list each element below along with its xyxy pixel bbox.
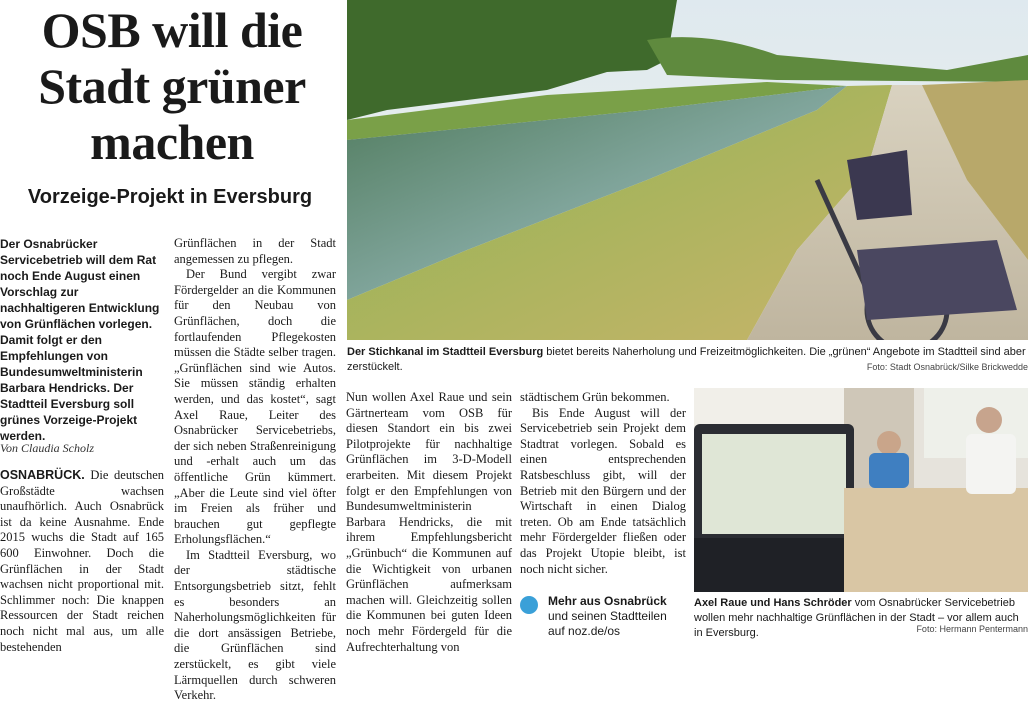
second-photo-people bbox=[694, 388, 1028, 592]
article-column-3 bbox=[346, 390, 512, 655]
headline-line-3: machen bbox=[90, 114, 254, 170]
more-info-line: und seinen Stadtteilen bbox=[548, 609, 667, 623]
headline bbox=[4, 2, 340, 170]
subheadline: Vorzeige-Projekt in Eversburg bbox=[27, 186, 313, 208]
second-photo-caption bbox=[694, 596, 1028, 641]
headline-line-1: OSB will die bbox=[41, 2, 303, 58]
paragraph: Bis Ende August will der Servicebetrieb sein Projekt dem Stadtrat vorlegen. Sobald es einen entsprechenden Ratsbeschluss gibt, will der Betrieb mit den Bürgern und der Wirtschaft in einen Dialog treten. Ob am Ende tatsächlich mehr Fördergelder fließen oder das Projekt Utopie bleibt, ist noch nicht sicher. bbox=[520, 405, 686, 576]
article-column-4 bbox=[520, 390, 686, 577]
headline-line-2: Stadt grüner bbox=[38, 58, 306, 114]
search-icon bbox=[520, 596, 538, 614]
caption-text: bietet bereits Naherholung und Freizeitmöglichkeiten. Die „grünen“ Angebote im Stadtteil sind aber zerstückelt. bbox=[347, 346, 1026, 373]
paragraph: Der Bund vergibt zwar Fördergelder an die Kommunen für den Neubau von Grünflächen, doch die fortlaufenden Pflegekosten müssen die Städte selber tragen. „Grünflächen sind wie Autos. Sie müssen ständig erhalten werden, und das kostet“, sagt Axel Raue, Leiter des Osnabrücker Servicebetriebs, der sich neben Straßenreinigung und -erhalt auch um das öffentliche Grün kümmert. „Aber die Leute sind viel öfter im Freien als früher und brauchen gut gepflegte Erholungsflächen.“ bbox=[174, 267, 336, 547]
canal-photo-illustration bbox=[347, 0, 1028, 340]
more-info-link[interactable]: auf noz.de/os bbox=[548, 624, 621, 638]
paragraph-text: Die deutschen Großstädte wachsen unaufhörlich. Auch Osnabrück ist da keine Ausnahme. Ende 2015 wuchs die Stadt auf 165 600 Einwohner. Doch die Grünflächen in der Stadt wachsen nicht proportional mit. Schlimmer noch: Die knappen Ressourcen der Stadt reichen noch nicht mal aus, um alle bestehenden bbox=[0, 468, 164, 654]
more-info-box[interactable] bbox=[520, 594, 690, 639]
caption-bold: Der Stichkanal im Stadtteil Eversburg bbox=[347, 346, 544, 358]
paragraph: Grünflächen in der Stadt angemessen zu pflegen. bbox=[174, 236, 336, 266]
more-info-title: Mehr aus Osnabrück bbox=[548, 594, 667, 608]
caption-bold: Axel Raue und Hans Schröder bbox=[694, 597, 852, 609]
article-column-2 bbox=[174, 236, 336, 704]
hero-photo-canal bbox=[347, 0, 1028, 340]
byline: Von Claudia Scholz bbox=[0, 441, 95, 455]
second-photo-credit: Foto: Hermann Pentermann bbox=[913, 624, 1028, 634]
dateline: OSNABRÜCK. bbox=[0, 468, 85, 482]
paragraph: Nun wollen Axel Raue und sein Gärtnerteam vom OSB für diesen Standort ein bis zwei Pilotprojekte für nachhaltige Grünflächen im 3-D-Modell erarbeiten. Mit diesem Projekt folgt er den Empfehlungen von Bundesumweltministerin Barbara Hendricks, die mit ihrem Empfehlungsbericht „Grünbuch“ die Kommunen auf die Wichtigkeit von urbanen Grünflächen aufmerksam machen will. Gleichzeitig sollen die Kommunen bei guten Ideen noch mehr Fördergeld für die Aufrechterhaltung von bbox=[346, 390, 512, 654]
paragraph: städtischem Grün bekommen. bbox=[520, 390, 670, 404]
caption-text: vom Osnabrücker Servicebetrieb wollen mehr nachhaltige Grünflächen in der Stadt – vor allem auch in Eversburg. bbox=[694, 597, 1019, 639]
meeting-photo-illustration bbox=[694, 388, 1028, 592]
teaser-text: Der Osnabrücker Servicebetrieb will dem Rat noch Ende August einen Vorschlag zur nachhaltigeren Entwicklung von Grünflächen vorlegen. Damit folgt er den Empfehlungen von Bundesumweltministerin Barbara Hendricks. Der Stadtteil Eversburg soll grünes Vorzeige-Projekt werden. bbox=[0, 237, 160, 443]
article-column-1 bbox=[0, 468, 164, 655]
paragraph: Im Stadtteil Eversburg, wo der städtische Entsorgungsbetrieb sitzt, fehlt es besonders an Naherholungsmöglichkeiten für die dort ansässigen Betriebe, die Grünflächen sind zerstückelt, es gibt viele Lärmquellen durch schweren Verkehr. bbox=[174, 547, 336, 703]
paragraph bbox=[0, 468, 164, 655]
hero-photo-credit: Foto: Stadt Osnabrück/Silke Brickwedde bbox=[866, 362, 1028, 372]
